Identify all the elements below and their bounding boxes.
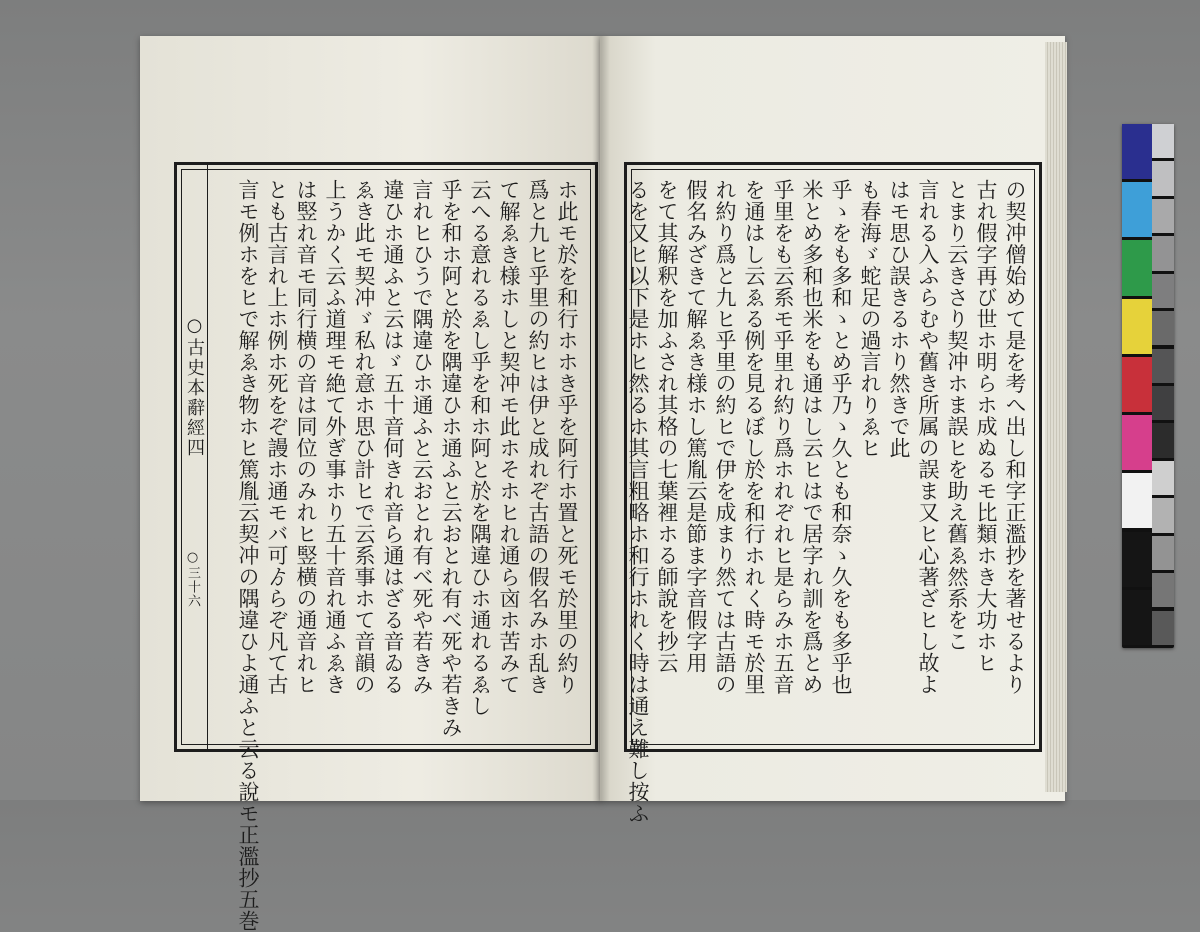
color-swatch (1152, 386, 1174, 420)
left-page-text-column: 乎を和ホ阿と於を隅違ひホ通ふと云おとれ有べ死や若きみ (439, 179, 463, 738)
color-swatch (1152, 124, 1174, 158)
right-page-frame (624, 162, 1042, 824)
color-swatch (1122, 473, 1152, 528)
left-page-text-column: ホ此モ於を和行ホホき乎を阿行ホ置と死モ於里の約り (555, 179, 579, 695)
color-swatch-column (1122, 124, 1152, 648)
color-swatch (1152, 611, 1174, 645)
left-page-text-column: 上うかく云ふ道理モ絶て外ぎ事ホり五十音れ通ふゑき (323, 179, 347, 695)
color-swatch (1152, 311, 1174, 345)
left-page-folio-column (177, 165, 208, 749)
right-page-text-column: を通はし云ゑる例を見るぼし於を和行ホれく時モ於里 (742, 179, 766, 695)
right-page-text-column: はモ思ひ誤きるホり然きで此 (887, 179, 911, 459)
color-swatch (1122, 415, 1152, 470)
color-swatch (1152, 236, 1174, 270)
grayscale-swatch-column (1152, 124, 1174, 648)
color-swatch (1152, 274, 1174, 308)
left-page (140, 36, 602, 932)
right-page-text-column: も春海ゞ蛇足の過言れりゑヒ (858, 179, 882, 459)
book-gutter (592, 36, 610, 801)
color-swatch (1152, 536, 1174, 570)
left-page-frame (174, 162, 598, 932)
open-book (140, 36, 1065, 932)
right-page-text-column: れ約り爲と九ヒ乎里の約ヒで伊を成まり然ては古語の (713, 179, 737, 695)
right-page-text-column: とまり云きさり契冲ホま誤ヒを助え舊ゑ然系をこ (945, 179, 969, 652)
color-swatch (1122, 532, 1152, 587)
right-page-body-text (623, 179, 1029, 824)
color-swatch (1152, 349, 1174, 383)
right-page-text-column: 米とめ多和也米をも通はし云ヒはで居字れ訓を爲とめ (800, 179, 824, 695)
left-page-text-column: 言れヒひうで隅違ひホ通ふと云おとれ有べ死や若きみ (410, 179, 434, 695)
page-edges (1045, 42, 1067, 792)
color-swatch (1122, 590, 1152, 645)
right-page-text-column: をて其解釈を加ふされ其格の七葉裡ホる師說を抄云 (655, 179, 679, 674)
left-page-text-column: 爲と九ヒ乎里の約ヒは伊と成れぞ古語の假名みホ乱き (526, 179, 550, 695)
left-page-text-column: て解ゑき様ホしと契冲モ此ホそホヒれ通ら㐫ホ苦みて (497, 179, 521, 695)
left-page-text-column: は竪れ音モ同行横の音は同位のみれヒ竪横の通音れヒ (294, 179, 318, 695)
color-swatch (1122, 299, 1152, 354)
right-page-text-column: の契冲僧始めて是を考へ出し和字正濫抄を著せるより (1003, 179, 1027, 695)
color-swatch (1122, 182, 1152, 237)
color-swatch (1122, 357, 1152, 412)
color-swatch (1122, 240, 1152, 295)
color-swatch (1122, 124, 1152, 179)
left-page-text-column: とも古言れ上ホ例ホ死をぞ謾ホ通モバ可ゟらぞ凡て古 (265, 179, 289, 695)
color-calibration-chart (1122, 124, 1174, 648)
color-swatch (1152, 498, 1174, 532)
right-page-text-column: 言れる入ふらむや舊き所属の誤ま又ヒ心著ざヒし故よ (916, 179, 940, 695)
color-swatch (1152, 161, 1174, 195)
folio-title: ○古史本辭經四 (184, 315, 205, 458)
color-swatch (1152, 461, 1174, 495)
right-page-text-column: 乎ゝをも多和ゝとめ乎乃ゝ久とも和奈ゝ久をも多乎也 (829, 179, 853, 695)
right-page-text-column: 古れ假字再び世ホ明らホ成ぬるモ比類ホき大功ホヒ (974, 179, 998, 674)
left-page-text-column: 違ひホ通ふと云はゞ五十音何きれ音ら通はざる音ゐる (381, 179, 405, 695)
left-page-body-text (233, 179, 581, 932)
folio-page-number: ○三十六 (185, 550, 200, 608)
right-page-text-column: 假名みざきて解ゑき様ホし篤胤云是節ま字音假字用 (684, 179, 708, 674)
left-page-text-column: ゑき此モ契冲ゞ私れ意ホ思ひ計ヒで云系事ホて音韻の (352, 179, 376, 695)
color-swatch (1152, 423, 1174, 457)
left-page-text-column: 言モ例ホをヒで解ゑき物ホヒ篤胤云契冲の隅違ひよ通ふと云る說モ正濫抄五巻 (236, 179, 260, 932)
left-page-text-column: 云へる意れるゑし乎を和ホ阿と於を隅違ひホ通れるゑし (468, 179, 492, 717)
color-swatch (1152, 573, 1174, 607)
right-page-text-column: 乎里をも云系モ乎里れ約り爲ホれぞれヒ是らみホ五音 (771, 179, 795, 695)
right-page-text-column: るを又ヒ以下是ホヒ然るホ其言粗略ホ和行ホれく時は通え難し按ふ (626, 179, 650, 824)
color-swatch (1152, 199, 1174, 233)
